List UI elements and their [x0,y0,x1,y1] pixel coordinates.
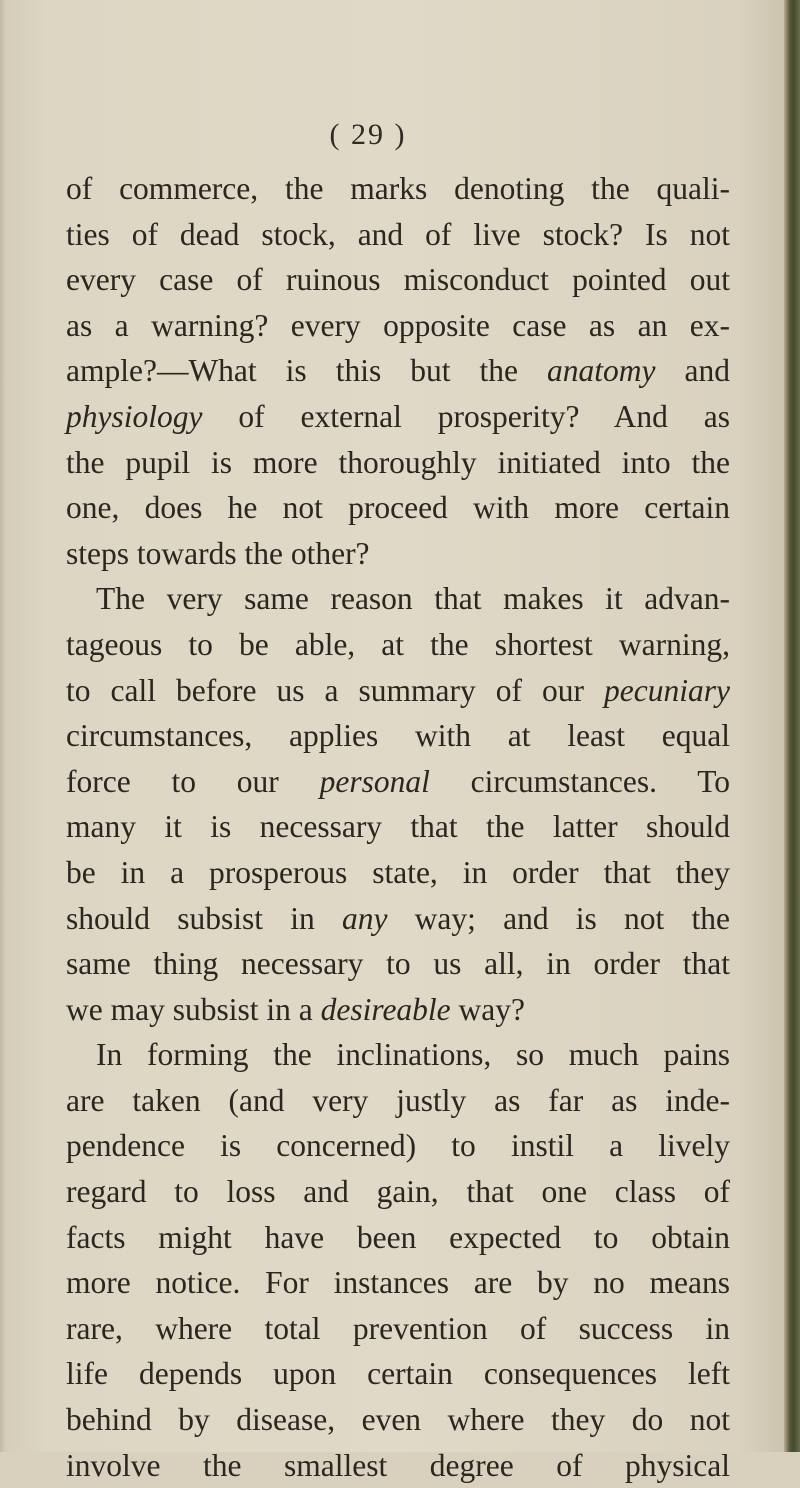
text-line: In forming the inclinations, so much pains [96,1037,730,1073]
text-line: involve the smallest degree of physical [66,1447,730,1483]
italic-word: pecuniary [604,672,730,708]
text-line: same thing necessary to us all, in order that [66,946,730,982]
text-line: life depends upon certain consequences left [66,1356,730,1392]
text-line: ample?—What is this but the anatomy and [66,353,730,389]
page-left-edge [0,0,6,1452]
italic-word: anatomy [547,353,656,389]
text-line: are taken (and very justly as far as inde- [66,1082,730,1118]
text-line: tageous to be able, at the shortest warning, [66,626,730,662]
text-line: physiology of external prosperity? And as [66,398,730,434]
text-line: regard to loss and gain, that one class of [66,1174,730,1210]
text-line: as a warning? every opposite case as an ex- [66,307,730,343]
text-line: should subsist in any way; and is not the [66,900,730,936]
text-line: one, does he not proceed with more certain [66,490,730,526]
text-line: every case of ruinous misconduct pointed out [66,262,730,298]
text-line: to call before us a summary of our pecuniary [66,672,730,708]
text-line: The very same reason that makes it advan- [96,581,730,617]
text-line: of commerce, the marks denoting the quali- [66,171,730,206]
text-line: force to our personal circumstances. To [66,763,730,799]
text-line: ties of dead stock, and of live stock? Is not [66,216,730,252]
page-number: ( 29 ) [329,118,407,151]
text-line: more notice. For instances are by no means [66,1265,730,1301]
page-binding-edge [784,0,800,1452]
text-line: steps towards the other? [66,535,370,571]
body-text [66,166,730,1488]
italic-word: physiology [66,398,203,434]
text-line: rare, where total prevention of success in [66,1310,730,1346]
text-line: behind by disease, even where they do not [66,1402,730,1438]
text-line: be in a prosperous state, in order that they [66,854,730,890]
text-line: circumstances, applies with at least equal [66,718,730,754]
italic-word: any [341,900,388,936]
text-line: facts might have been expected to obtain [66,1219,730,1255]
italic-word: personal [319,763,430,799]
text-line: many it is necessary that the latter should [66,809,730,845]
text-line: pendence is concerned) to instil a lively [66,1128,730,1164]
italic-word: desireable [320,991,451,1027]
text-line: we may subsist in a desireable way? [66,991,525,1027]
text-line: the pupil is more thoroughly initiated into the [66,444,730,480]
